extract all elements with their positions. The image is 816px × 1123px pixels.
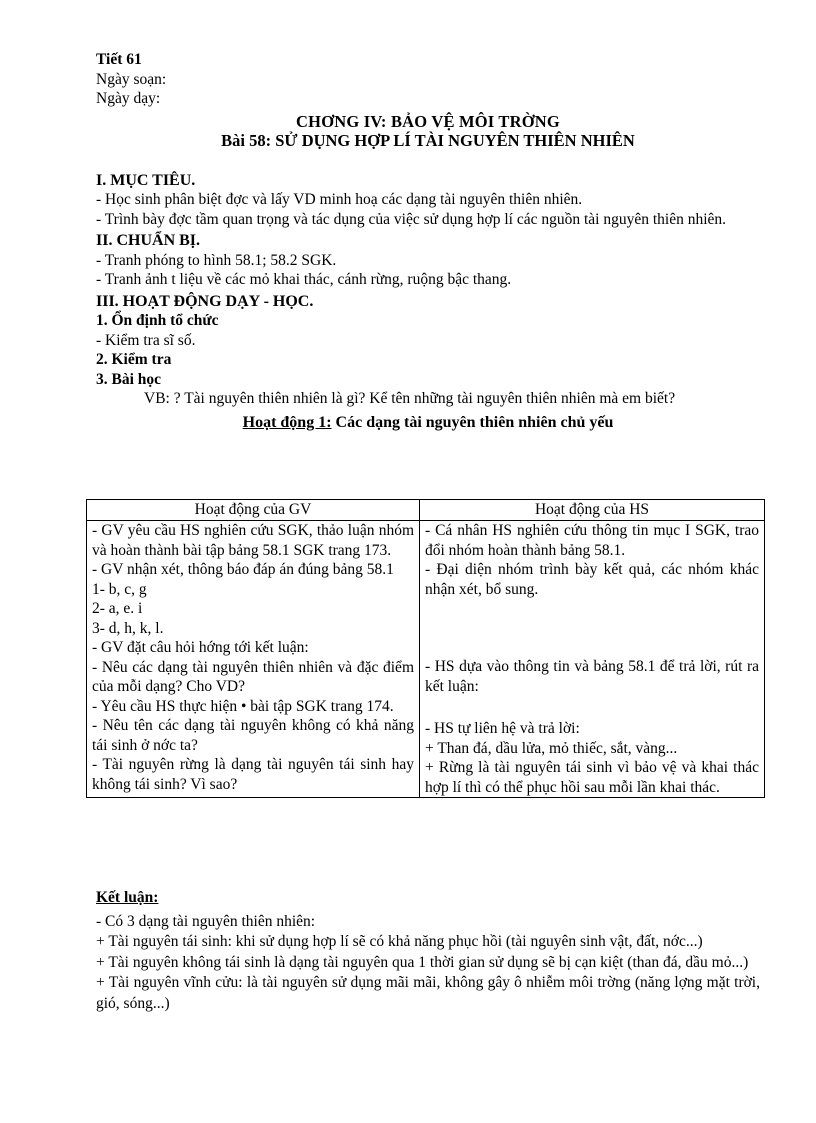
teacher-activity-cell [87, 521, 420, 798]
hs-item: - HS dựa vào thông tin và bảng 58.1 để trả lời, rút ra kết luận: [425, 658, 759, 695]
gv-item: - GV nhận xét, thông báo đáp án đúng bảng 58.1 [92, 561, 394, 578]
activity-label: Hoạt động 1: [242, 413, 332, 431]
column-header-hs: Hoạt động của HS [420, 500, 765, 521]
section-activities-heading: III. HOẠT ĐỘNG DẠY - HỌC. [96, 292, 314, 310]
gv-item: - Yêu cầu HS thực hiện • bài tập SGK trang 174. [92, 697, 394, 715]
conclusion-line: - Có 3 dạng tài nguyên thiên nhiên: [96, 912, 316, 930]
hs-item: - Cá nhân HS nghiên cứu thông tin mục I SGK, trao đổi nhóm hoàn thành bảng 58.1. [425, 522, 759, 559]
gv-item: - Nêu tên các dạng tài nguyên không có khả năng tái sinh ở nớc ta? [92, 717, 414, 754]
student-activity-cell [420, 521, 765, 798]
column-header-gv: Hoạt động của GV [87, 500, 420, 521]
gv-item: - Tài nguyên rừng là dạng tài nguyên tái sinh hay không tái sinh? Vì sao? [92, 756, 414, 793]
sub-heading-check: 2. Kiểm tra [96, 351, 172, 368]
intro-question: VB: ? Tài nguyên thiên nhiên là gì? Kể tên những tài nguyên thiên nhiên mà em biết? [144, 390, 676, 407]
objective-line: - Học sinh phân biệt đợc và lấy VD minh hoạ các dạng tài nguyên thiên nhiên. [96, 191, 583, 208]
document-body [96, 50, 760, 449]
sub-heading-lesson: 3. Bài học [96, 370, 162, 388]
table-row [87, 521, 765, 798]
conclusion-heading: Kết luận: [96, 889, 159, 906]
conclusion-line: + Tài nguyên tái sinh: khi sử dụng hợp lí sẽ có khả năng phục hồi (tài nguyên sinh vật, đất, nớc...) [96, 933, 703, 950]
sub-heading-organize: 1. Ổn định tổ chức [96, 312, 219, 329]
section-objectives-heading: I. MỤC TIÊU. [96, 171, 196, 189]
preparation-line: - Tranh ảnh t liệu về các mỏ khai thác, cánh rừng, ruộng bậc thang. [96, 271, 512, 288]
section-preparation-heading: II. CHUẨN BỊ. [96, 232, 201, 249]
hs-item: - Đại diện nhóm trình bày kết quả, các nhóm khác nhận xét, bổ sung. [425, 561, 759, 598]
conclusion-section [96, 888, 760, 1014]
lesson-title: Bài 58: SỬ DỤNG HỢP LÍ TÀI NGUYÊN THIÊN NHIÊN [221, 131, 635, 150]
spacer [425, 599, 759, 657]
spacer [425, 696, 759, 719]
gv-item: - Nêu các dạng tài nguyên thiên nhiên và đặc điểm của mỗi dạng? Cho VD? [92, 658, 414, 695]
objective-line: - Trình bày đợc tầm quan trọng và tác dụng của việc sử dụng hợp lí các nguồn tài nguyên thiên nhiên. [96, 210, 727, 228]
hs-item: - HS tự liên hệ và trả lời: [425, 720, 580, 737]
organize-line: - Kiểm tra sĩ số. [96, 331, 196, 349]
table-header-row [87, 500, 765, 521]
gv-item: - GV yêu cầu HS nghiên cứu SGK, thảo luận nhóm và hoàn thành bài tập bảng 58.1 SGK trang 173. [92, 522, 414, 559]
gv-item: - GV đặt câu hỏi hớng tới kết luận: [92, 639, 309, 656]
activity-table [86, 499, 765, 798]
conclusion-line: + Tài nguyên không tái sinh là dạng tài nguyên qua 1 thời gian sử dụng sẽ bị cạn kiệt (than đá, dầu mỏ...) [96, 953, 749, 971]
activity-title: Các dạng tài nguyên thiên nhiên chủ yếu [335, 413, 614, 431]
hs-item: + Than đá, dầu lửa, mỏ thiếc, sắt, vàng... [425, 739, 678, 757]
gv-item: 3- d, h, k, l. [92, 619, 164, 637]
conclusion-line: + Tài nguyên vĩnh cửu: là tài nguyên sử dụng mãi mãi, không gây ô nhiễm môi trờng (năng lợng mặt trời, gió, sóng...) [96, 974, 760, 1012]
chapter-title: CHƠNG IV: BẢO VỆ MÔI TRỜNG [296, 111, 560, 131]
gv-item: 2- a, e. i [92, 600, 143, 617]
preparation-line: - Tranh phóng to hình 58.1; 58.2 SGK. [96, 251, 337, 269]
prep-date: Ngày soạn: [96, 70, 167, 88]
gv-item: 1- b, c, g [92, 580, 147, 598]
teach-date: Ngày dạy: [96, 90, 161, 107]
lesson-number: Tiết 61 [96, 51, 142, 68]
hs-item: + Rừng là tài nguyên tái sinh vì bảo vệ và khai thác hợp lí thì có thể phục hồi sau mỗi lần khai thác. [425, 759, 759, 796]
activity-heading [96, 413, 760, 433]
